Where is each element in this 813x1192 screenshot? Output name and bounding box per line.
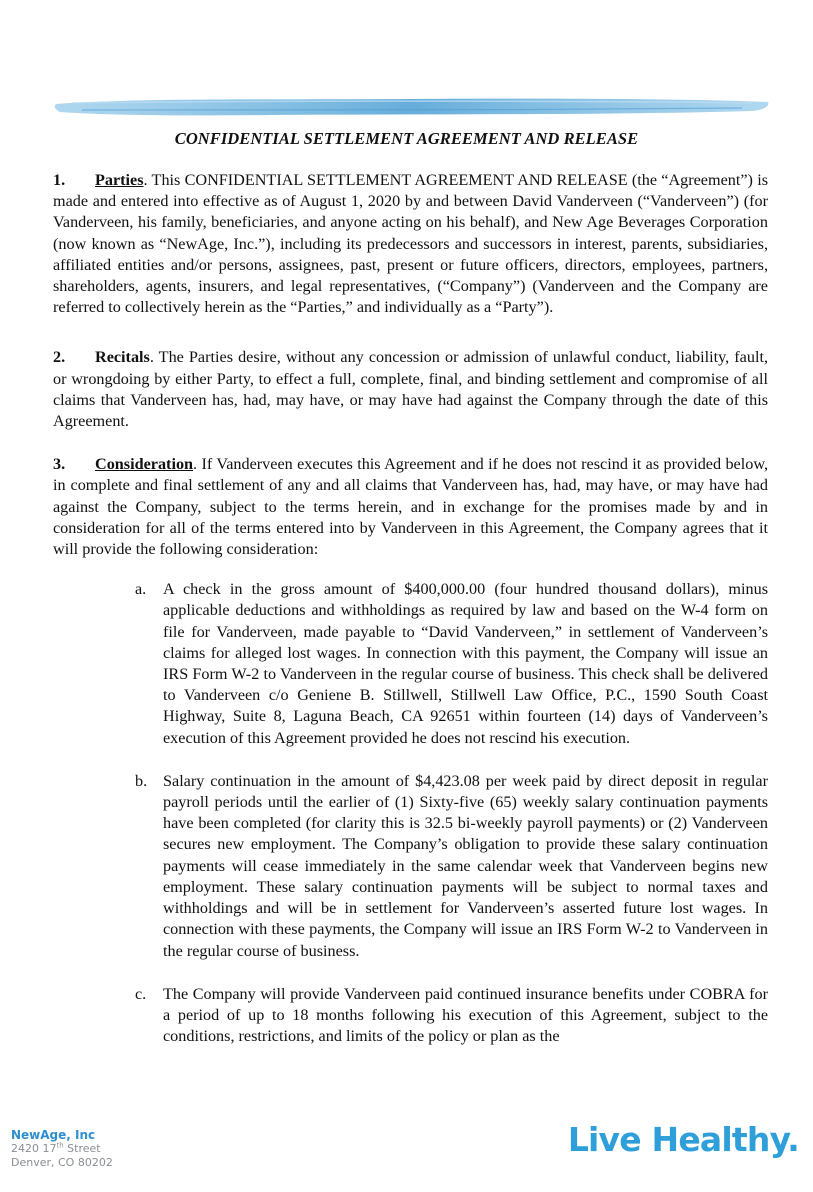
section-number: 2.	[53, 348, 66, 367]
section-heading: Parties	[95, 171, 144, 189]
list-marker: b.	[135, 771, 148, 790]
section-text: . This CONFIDENTIAL SETTLEMENT AGREEMENT AND RELEASE (the “Agreement”) is made and entered into effective as of August 1, 2020 by and between David Vanderveen (“Vanderveen”) (for Vanderveen, his family, beneficiaries, and anyone acting on his behalf), and New Age Beverages Corporation (now known as “NewAge, Inc.”), including its predecessors and successors in interest, parents, subsidiaries, affiliated entities and/or persons, assignees, past, present or future officers, directors, employees, partners, shareholders, agents, insurers, and legal representatives, (“Company”) (Vanderveen and the Company are referred to collectively herein as the “Parties,” and individually as a “Party”).	[53, 171, 768, 317]
footer-address	[11, 1128, 113, 1170]
header-brush-stroke	[52, 94, 772, 120]
section-number: 1.	[53, 171, 66, 189]
footer-city: Denver, CO 80202	[11, 1156, 113, 1169]
list-item-text: A check in the gross amount of $400,000.00 (four hundred thousand dollars), minus applicable deductions and withholdings as required by law and based on the W-4 form on file for Vanderveen, made payable to “David Vanderveen,” in settlement of Vanderveen’s claims for alleged lost wages. In connection with this payment, the Company will issue an IRS Form W-2 to Vanderveen in the regular course of business. This check shall be delivered to Vanderveen c/o Geniene B. Stillwell, Stillwell Law Office, P.C., 1590 South Coast Highway, Suite 8, Laguna Beach, CA 92651 within fourteen (14) days of Vanderveen’s execution of this Agreement provided he does not rescind his execution.	[163, 580, 768, 747]
section-parties	[53, 170, 768, 318]
street-name: Street	[63, 1142, 101, 1155]
ordinal-suffix: th	[56, 1141, 64, 1150]
list-item	[53, 771, 768, 962]
list-marker: c.	[135, 984, 147, 1003]
section-consideration	[53, 454, 768, 560]
list-item	[53, 984, 768, 1048]
list-marker: a.	[135, 580, 147, 599]
street-number: 2420 17	[11, 1142, 57, 1155]
document-title: CONFIDENTIAL SETTLEMENT AGREEMENT AND RELEASE	[174, 129, 639, 148]
document-body	[53, 170, 768, 1069]
section-recitals	[53, 347, 768, 432]
section-heading: Recitals	[95, 348, 150, 367]
footer-street	[11, 1142, 113, 1156]
section-number: 3.	[53, 455, 66, 474]
list-item-text: The Company will provide Vanderveen paid continued insurance benefits under COBRA for a period of up to 18 months following his execution of this Agreement, subject to the conditions, restrictions, and limits of the policy or plan as the	[163, 984, 768, 1046]
section-heading: Consideration	[95, 455, 194, 474]
list-item	[53, 579, 768, 749]
section-text: . The Parties desire, without any concession or admission of unlawful conduct, liability, fault, or wrongdoing by either Party, to effect a full, complete, final, and binding settlement and compromise of all claims that Vanderveen has, had, may have, or may have had against the Company through the date of this Agreement.	[53, 348, 768, 431]
section-text: . If Vanderveen executes this Agreement and if he does not rescind it as provided below, in complete and final settlement of any and all claims that Vanderveen has, had, may have, or may have had against the Company, subject to the terms herein, and in exchange for the promises made by and in consideration for all of the terms entered into by Vanderveen in this Agreement, the Company agrees that it will provide the following consideration:	[53, 455, 768, 559]
footer-tagline: Live Healthy.	[567, 1120, 799, 1159]
list-item-text: Salary continuation in the amount of $4,423.08 per week paid by direct deposit in regular payroll periods until the earlier of (1) Sixty-five (65) weekly salary continuation payments have been completed (for clarity this is 32.5 bi-weekly payroll payments) or (2) Vanderveen secures new employment. The Company’s obligation to provide these salary continuation payments will cease immediately in the same calendar week that Vanderveen begins new employment. These salary continuation payments will be subject to normal taxes and withholdings and will be in settlement for Vanderveen’s asserted future lost wages. In connection with these payments, the Company will issue an IRS Form W-2 to Vanderveen in the regular course of business.	[163, 771, 768, 960]
footer-company-name: NewAge, Inc	[11, 1128, 96, 1142]
